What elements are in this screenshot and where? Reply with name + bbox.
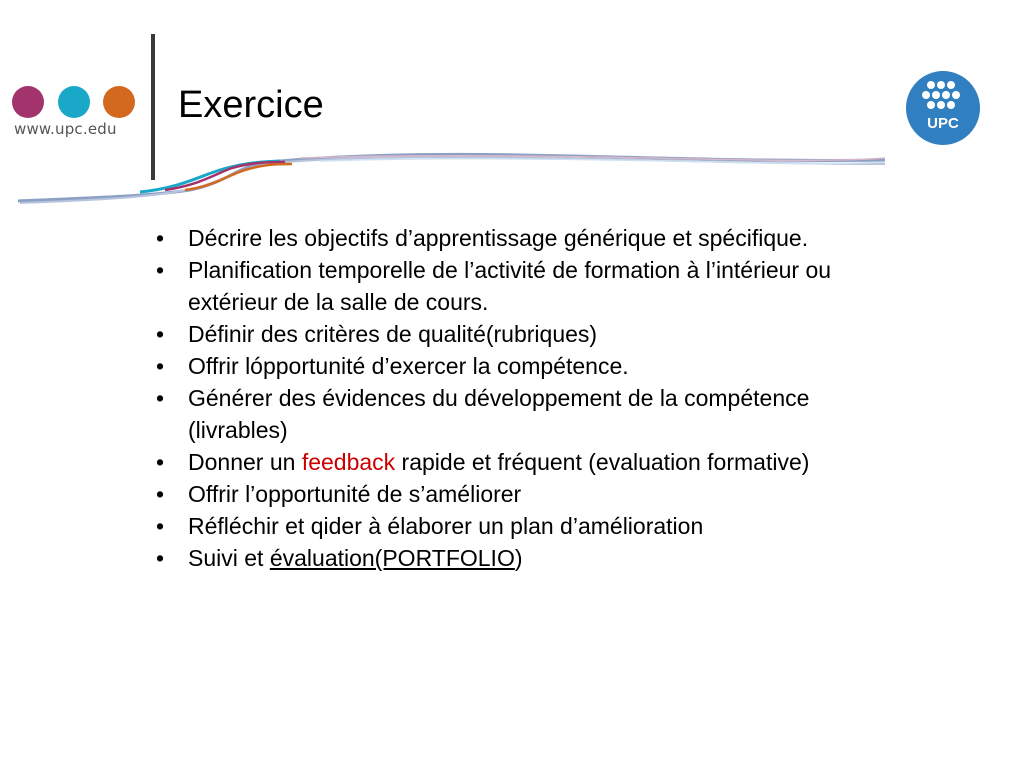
bullet-text-after: rapide et fréquent (evaluation formative) [395, 449, 810, 475]
logo-dot-cyan [58, 86, 90, 118]
logo-dot-magenta [12, 86, 44, 118]
bullet-text: Décrire les objectifs d’apprentissage générique et spécifique. [188, 225, 809, 251]
bullet-text: Offrir l’opportunité de s’améliorer [188, 481, 522, 507]
list-item [150, 510, 850, 542]
slide-title: Exercice [178, 84, 324, 126]
bullet-text: Réfléchir et qider à élaborer un plan d’amélioration [188, 513, 704, 539]
feedback-highlight: feedback [301, 449, 396, 475]
list-item [150, 318, 850, 350]
bullet-marker: • [156, 449, 165, 475]
site-url: www.upc.edu [14, 120, 117, 138]
bullet-text-after: ) [514, 545, 523, 571]
list-item [150, 222, 850, 254]
list-item [150, 350, 850, 382]
bullet-marker: • [156, 545, 165, 571]
bullet-marker: • [156, 225, 165, 251]
list-item [150, 478, 850, 510]
bullet-text: Générer des évidences du développement de la compétence (livrables) [188, 385, 810, 443]
decorative-swoosh [0, 140, 1023, 210]
bullet-text: Définir des critères de qualité(rubriques) [188, 321, 598, 347]
bullet-text: Offrir lópportunité d’exercer la compétence. [188, 353, 629, 379]
bullet-marker: • [156, 353, 165, 379]
portfolio-link[interactable]: évaluation(PORTFOLIO [269, 545, 515, 571]
list-item [150, 446, 850, 478]
upc-logo-text: UPC [927, 115, 959, 132]
bullet-marker: • [156, 385, 165, 411]
bullet-text: Planification temporelle de l’activité de formation à l’intérieur ou extérieur de la salle de cours. [188, 257, 832, 315]
bullet-list [150, 222, 850, 574]
bullet-marker: • [156, 321, 165, 347]
bullet-text-before: Suivi et [188, 545, 270, 571]
logo-dot-orange [103, 86, 135, 118]
bullet-text-before: Donner un [188, 449, 302, 475]
list-item [150, 382, 850, 446]
bullet-marker: • [156, 257, 165, 283]
list-item [150, 542, 850, 574]
bullet-marker: • [156, 481, 165, 507]
bullet-marker: • [156, 513, 165, 539]
list-item [150, 254, 850, 318]
upc-logo [905, 70, 981, 146]
